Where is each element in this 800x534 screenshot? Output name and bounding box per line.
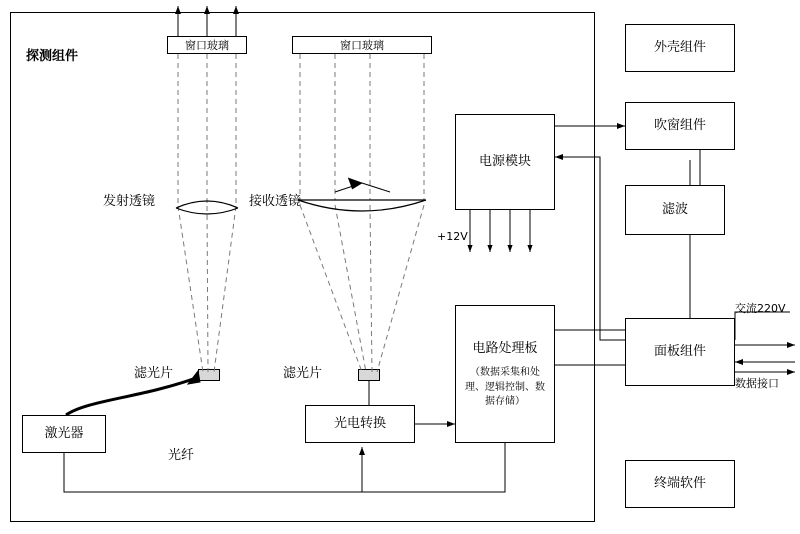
circuit-board-label: 电路处理板 — [472, 340, 538, 356]
panel-assembly-label: 面板组件 — [653, 344, 706, 360]
filter-right-plate — [358, 369, 380, 381]
emit-lens-label: 发射透镜 — [103, 194, 156, 209]
photoelectric-converter-box — [305, 405, 415, 443]
voltage-label: +12V — [437, 230, 468, 243]
filter-module-label: 滤波 — [661, 202, 688, 218]
data-port-label: 数据接口 — [735, 377, 779, 390]
ac-220v-label: 交流220V — [735, 302, 786, 315]
recv-lens-label: 接收透镜 — [249, 194, 302, 209]
filter-left-label: 滤光片 — [134, 366, 174, 381]
power-module-box — [455, 114, 555, 210]
window-glass-right-label: 窗口玻璃 — [340, 39, 384, 52]
blow-window-assembly-label: 吹窗组件 — [653, 118, 706, 134]
terminal-software-box — [625, 460, 735, 508]
shell-assembly-label: 外壳组件 — [653, 40, 706, 56]
detection-assembly-title: 探测组件 — [26, 49, 79, 64]
terminal-software-label: 终端软件 — [653, 476, 706, 492]
filter-right-label: 滤光片 — [283, 366, 323, 381]
laser-box — [22, 415, 106, 453]
window-glass-left-label: 窗口玻璃 — [185, 39, 229, 52]
blow-window-assembly-box — [625, 102, 735, 150]
laser-label: 激光器 — [44, 426, 84, 442]
photoelectric-converter-label: 光电转换 — [333, 416, 386, 432]
window-glass-right-box — [292, 36, 432, 54]
shell-assembly-box — [625, 24, 735, 72]
filter-left-plate — [198, 369, 220, 381]
circuit-board-box — [455, 305, 555, 443]
panel-assembly-box — [625, 318, 735, 386]
circuit-board-sublabel: （数据采集和处理、逻辑控制、数据存储） — [465, 367, 545, 407]
power-module-label: 电源模块 — [478, 154, 531, 170]
filter-module-box — [625, 185, 725, 235]
fiber-label: 光纤 — [168, 448, 195, 463]
window-glass-left-box — [167, 36, 247, 54]
